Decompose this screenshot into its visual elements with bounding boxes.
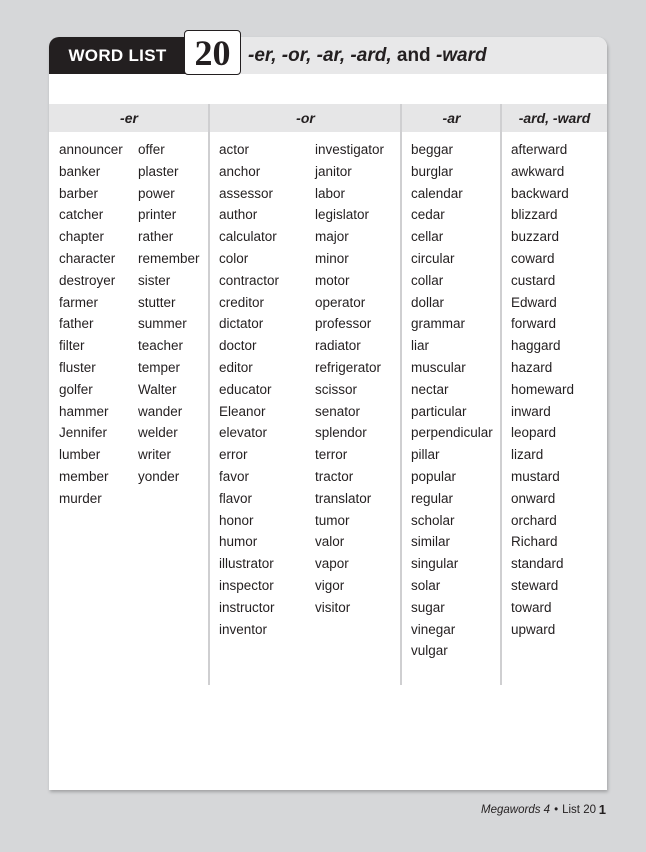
column-heading-ar: -ar: [442, 110, 461, 126]
word-item: farmer: [59, 294, 99, 310]
word-item: contractor: [219, 272, 280, 288]
word-item: Richard: [511, 534, 558, 550]
word-item: teacher: [138, 338, 184, 354]
column-divider: [500, 104, 502, 685]
column-heading-er: -er: [120, 110, 138, 126]
word-list-or-1: [219, 139, 279, 640]
word-item: barber: [59, 185, 99, 201]
word-item: power: [138, 185, 175, 201]
word-item: inventor: [219, 621, 268, 637]
word-item: chapter: [59, 229, 105, 245]
word-item: character: [59, 250, 116, 266]
title-suffixes: -er, -or, -ar, -ard,: [248, 45, 392, 66]
word-item: dictator: [219, 316, 264, 332]
word-item: beggar: [411, 142, 454, 157]
word-item: inspector: [219, 577, 274, 593]
word-item: professor: [315, 316, 372, 332]
word-item: murder: [59, 490, 102, 506]
word-item: flavor: [219, 490, 253, 506]
word-item: solar: [411, 577, 441, 593]
word-item: haggard: [511, 338, 561, 354]
footer-citation: [481, 801, 596, 819]
word-item: writer: [138, 447, 171, 463]
word-item: investigator: [315, 142, 385, 157]
word-item: anchor: [219, 163, 261, 179]
word-item: creditor: [219, 294, 265, 310]
word-item: calendar: [411, 185, 463, 201]
word-item: printer: [138, 207, 177, 223]
column-heading-ard-ward: -ard, -ward: [518, 110, 591, 126]
word-item: scholar: [411, 512, 455, 528]
word-item: steward: [511, 577, 559, 593]
word-item: vigor: [315, 577, 345, 593]
word-item: color: [219, 250, 249, 266]
word-item: honor: [219, 512, 254, 528]
word-item: destroyer: [59, 272, 116, 288]
word-item: pillar: [411, 447, 440, 463]
word-item: dollar: [411, 294, 445, 310]
word-item: homeward: [511, 381, 575, 397]
word-item: stutter: [138, 294, 176, 310]
word-item: Eleanor: [219, 403, 266, 419]
word-item: hammer: [59, 403, 109, 419]
word-item: favor: [219, 468, 250, 484]
word-item: nectar: [411, 381, 449, 397]
word-item: vinegar: [411, 621, 456, 637]
word-item: rather: [138, 229, 174, 245]
word-item: muscular: [411, 359, 466, 375]
word-item: leopard: [511, 425, 557, 441]
word-item: blizzard: [511, 207, 558, 223]
word-item: yonder: [138, 468, 180, 484]
word-item: translator: [315, 490, 372, 506]
word-item: temper: [138, 359, 181, 375]
title-ward: -ward: [435, 45, 487, 66]
word-item: cellar: [411, 229, 444, 245]
word-item: golfer: [59, 381, 93, 397]
word-item: liar: [411, 338, 430, 354]
word-item: afterward: [511, 142, 568, 157]
word-item: upward: [511, 621, 556, 637]
worksheet-page: [49, 33, 607, 790]
word-item: plaster: [138, 163, 179, 179]
word-item: collar: [411, 272, 444, 288]
word-item: elevator: [219, 425, 268, 441]
word-item: vapor: [315, 556, 349, 572]
word-item: minor: [315, 250, 349, 266]
word-item: forward: [511, 316, 557, 332]
word-item: editor: [219, 359, 253, 375]
word-item: tumor: [315, 512, 350, 528]
word-list-or-2: [315, 139, 384, 619]
word-item: educator: [219, 381, 272, 397]
word-item: vulgar: [411, 643, 448, 659]
word-item: particular: [411, 403, 467, 419]
word-item: backward: [511, 185, 569, 201]
word-item: lumber: [59, 447, 101, 463]
word-item: cedar: [411, 207, 445, 223]
word-item: grammar: [411, 316, 466, 332]
word-item: banker: [59, 163, 101, 179]
word-item: catcher: [59, 207, 104, 223]
word-item: splendor: [315, 425, 367, 441]
word-item: Walter: [138, 381, 177, 397]
word-item: onward: [511, 490, 556, 506]
word-item: scissor: [315, 381, 358, 397]
word-item: orchard: [511, 512, 557, 528]
word-item: perpendicular: [411, 425, 493, 441]
word-item: summer: [138, 316, 187, 332]
word-item: humor: [219, 534, 258, 550]
word-item: father: [59, 316, 94, 332]
word-item: Edward: [511, 294, 557, 310]
word-list-er-1: [59, 139, 123, 510]
word-list-ard-ward: [511, 139, 574, 640]
word-list-ar: [411, 139, 493, 662]
word-item: coward: [511, 250, 555, 266]
word-item: similar: [411, 534, 450, 550]
word-item: regular: [411, 490, 454, 506]
word-item: Jennifer: [59, 425, 108, 441]
word-item: singular: [411, 556, 459, 572]
word-item: buzzard: [511, 229, 560, 245]
word-item: assessor: [219, 185, 274, 201]
word-item: standard: [511, 556, 564, 572]
column-header-row: [49, 104, 607, 132]
footer-book-title: Megawords 4: [481, 804, 551, 816]
word-item: senator: [315, 403, 361, 419]
word-item: mustard: [511, 468, 560, 484]
list-number-box: 20: [184, 30, 241, 75]
word-item: custard: [511, 272, 556, 288]
word-item: tractor: [315, 468, 354, 484]
word-item: refrigerator: [315, 359, 382, 375]
footer-list-label: List 20: [562, 804, 596, 816]
word-item: calculator: [219, 229, 277, 245]
word-item: wander: [138, 403, 183, 419]
word-item: sugar: [411, 599, 445, 615]
title-and: and: [391, 45, 436, 66]
word-item: remember: [138, 250, 200, 266]
word-item: inward: [511, 403, 551, 419]
word-item: major: [315, 229, 349, 245]
word-item: toward: [511, 599, 552, 615]
word-item: actor: [219, 142, 250, 157]
word-item: awkward: [511, 163, 565, 179]
word-item: burglar: [411, 163, 454, 179]
word-item: valor: [315, 534, 345, 550]
column-divider: [400, 104, 402, 685]
page-footer: [0, 801, 646, 819]
word-item: member: [59, 468, 109, 484]
word-item: error: [219, 447, 248, 463]
word-item: legislator: [315, 207, 370, 223]
column-heading-or: -or: [296, 110, 315, 126]
word-item: visitor: [315, 599, 351, 615]
word-item: janitor: [315, 163, 352, 179]
word-item: circular: [411, 250, 455, 266]
word-item: terror: [315, 447, 348, 463]
word-item: filter: [59, 338, 85, 354]
header-bar: [49, 33, 607, 74]
word-item: labor: [315, 185, 346, 201]
word-item: welder: [138, 425, 178, 441]
word-item: fluster: [59, 359, 96, 375]
word-item: popular: [411, 468, 457, 484]
column-divider: [208, 104, 210, 685]
word-item: sister: [138, 272, 171, 288]
word-item: illustrator: [219, 556, 274, 572]
word-item: offer: [138, 142, 165, 157]
word-item: author: [219, 207, 258, 223]
word-item: motor: [315, 272, 350, 288]
word-item: hazard: [511, 359, 553, 375]
word-item: instructor: [219, 599, 275, 615]
list-title: [248, 37, 487, 74]
footer-separator: •: [554, 804, 559, 816]
word-item: operator: [315, 294, 366, 310]
word-list-tab: WORD LIST: [49, 37, 186, 74]
word-item: radiator: [315, 338, 361, 354]
word-item: announcer: [59, 142, 123, 157]
word-list-er-2: [138, 139, 200, 488]
word-item: doctor: [219, 338, 257, 354]
page-number: 1: [598, 802, 606, 817]
word-item: lizard: [511, 447, 544, 463]
